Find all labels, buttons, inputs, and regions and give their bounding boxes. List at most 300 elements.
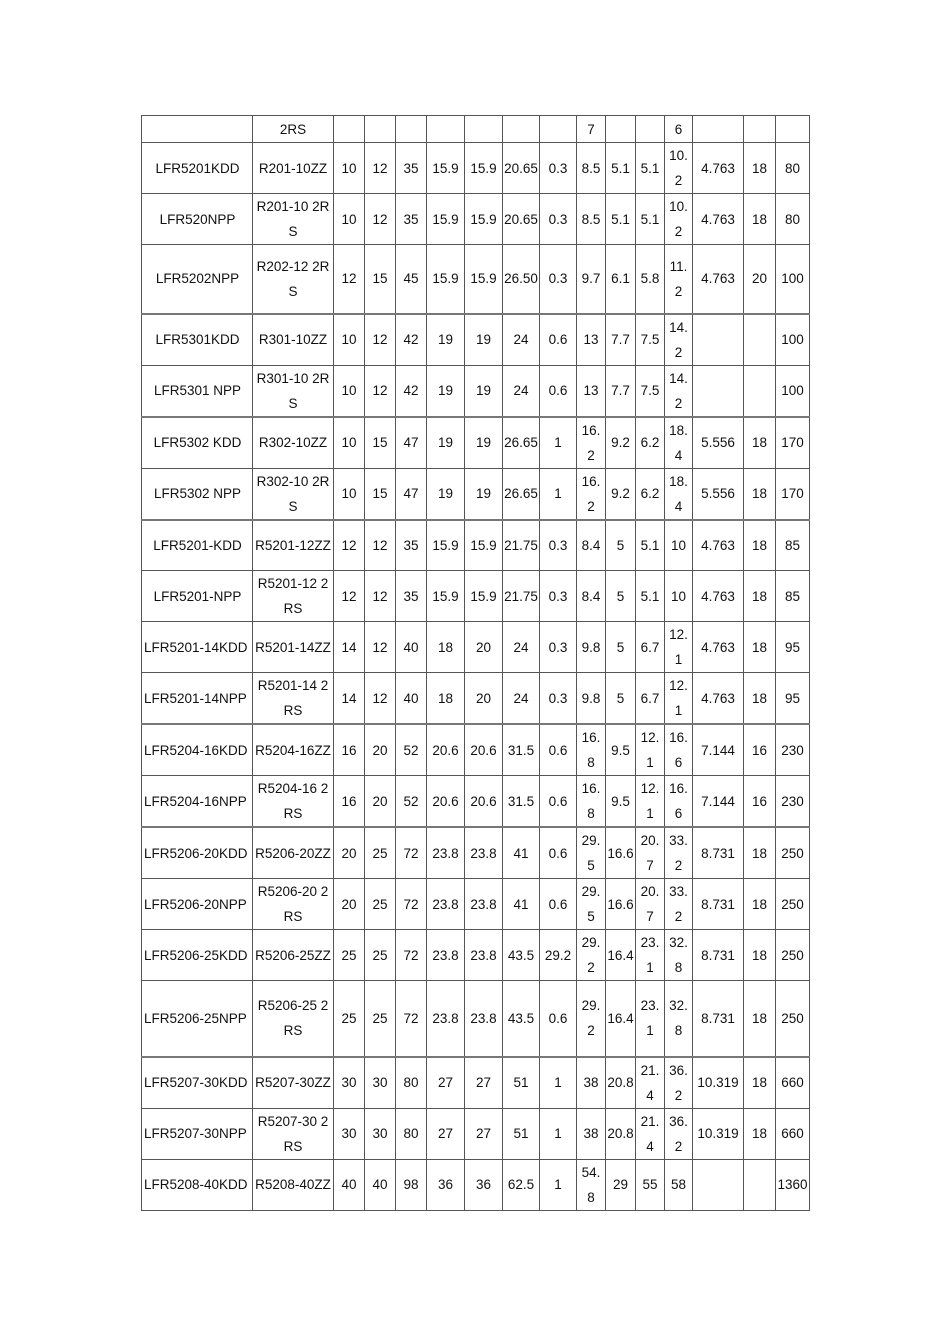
- part-number-cell: R5207-30ZZ: [253, 1057, 334, 1109]
- value-cell: 16.4: [606, 930, 636, 981]
- value-cell: 230: [776, 776, 810, 828]
- value-cell: 45: [396, 245, 427, 314]
- value-cell: 10: [334, 194, 365, 245]
- value-cell: 20: [465, 673, 503, 725]
- value-cell: 43.5: [503, 981, 540, 1057]
- value-cell: 19: [427, 314, 465, 366]
- part-number-cell: R5201-12 2RS: [253, 571, 334, 622]
- value-cell: 10: [665, 571, 693, 622]
- value-cell: 20: [465, 622, 503, 673]
- value-cell: 7.5: [636, 365, 665, 417]
- value-cell: 18: [427, 673, 465, 725]
- value-cell: 5.1: [606, 194, 636, 245]
- value-cell: [503, 116, 540, 143]
- value-cell: 18: [744, 520, 776, 571]
- value-cell: 21.75: [503, 520, 540, 571]
- value-cell: 18: [744, 194, 776, 245]
- value-cell: 1: [540, 468, 577, 520]
- value-cell: 12.1: [636, 776, 665, 828]
- value-cell: 18: [744, 622, 776, 673]
- value-cell: 0.3: [540, 520, 577, 571]
- table-row: [142, 1159, 810, 1210]
- value-cell: 0.6: [540, 879, 577, 930]
- value-cell: 16.6: [606, 879, 636, 930]
- value-cell: 40: [334, 1159, 365, 1210]
- value-cell: 16: [744, 776, 776, 828]
- value-cell: 8.731: [693, 827, 744, 879]
- value-cell: 9.2: [606, 417, 636, 469]
- value-cell: 31.5: [503, 724, 540, 776]
- value-cell: 10.319: [693, 1057, 744, 1109]
- value-cell: 18: [744, 468, 776, 520]
- value-cell: 41: [503, 879, 540, 930]
- value-cell: 16.8: [577, 776, 606, 828]
- value-cell: 16.6: [606, 827, 636, 879]
- value-cell: 12: [365, 571, 396, 622]
- value-cell: 9.2: [606, 468, 636, 520]
- value-cell: 7.144: [693, 724, 744, 776]
- value-cell: 29: [606, 1159, 636, 1210]
- value-cell: 1: [540, 1108, 577, 1159]
- value-cell: 12.1: [665, 673, 693, 725]
- value-cell: 29.5: [577, 827, 606, 879]
- value-cell: 9.5: [606, 724, 636, 776]
- value-cell: 0.6: [540, 776, 577, 828]
- value-cell: 100: [776, 365, 810, 417]
- value-cell: 15.9: [465, 571, 503, 622]
- value-cell: 23.8: [427, 827, 465, 879]
- value-cell: 27: [427, 1108, 465, 1159]
- value-cell: 10.2: [665, 143, 693, 194]
- value-cell: 6.2: [636, 468, 665, 520]
- value-cell: 20.6: [427, 776, 465, 828]
- part-number-cell: R5201-12ZZ: [253, 520, 334, 571]
- part-number-cell: R301-10ZZ: [253, 314, 334, 366]
- value-cell: 8.5: [577, 194, 606, 245]
- value-cell: 23.8: [465, 879, 503, 930]
- value-cell: 5: [606, 622, 636, 673]
- value-cell: 43.5: [503, 930, 540, 981]
- value-cell: 15: [365, 245, 396, 314]
- value-cell: 9.5: [606, 776, 636, 828]
- value-cell: 0.3: [540, 622, 577, 673]
- value-cell: 4.763: [693, 571, 744, 622]
- value-cell: 30: [365, 1057, 396, 1109]
- model-cell: LFR5206-25KDD: [142, 930, 253, 981]
- value-cell: 25: [365, 879, 396, 930]
- value-cell: 12: [334, 520, 365, 571]
- table-row: [142, 724, 810, 776]
- value-cell: 8.5: [577, 143, 606, 194]
- value-cell: 10.2: [665, 194, 693, 245]
- value-cell: 10: [334, 468, 365, 520]
- value-cell: 32.8: [665, 981, 693, 1057]
- value-cell: 16.2: [577, 417, 606, 469]
- value-cell: 18: [744, 571, 776, 622]
- value-cell: 10: [334, 365, 365, 417]
- value-cell: 36.2: [665, 1057, 693, 1109]
- value-cell: 12: [334, 571, 365, 622]
- value-cell: 20: [365, 776, 396, 828]
- part-number-cell: R5204-16ZZ: [253, 724, 334, 776]
- value-cell: 51: [503, 1108, 540, 1159]
- value-cell: 5.8: [636, 245, 665, 314]
- value-cell: 20.6: [427, 724, 465, 776]
- model-cell: LFR5201KDD: [142, 143, 253, 194]
- value-cell: 0.3: [540, 673, 577, 725]
- model-cell: LFR5201-14NPP: [142, 673, 253, 725]
- value-cell: 0.3: [540, 194, 577, 245]
- value-cell: 15.9: [427, 143, 465, 194]
- value-cell: 7.7: [606, 314, 636, 366]
- value-cell: 14.2: [665, 365, 693, 417]
- value-cell: 20.7: [636, 879, 665, 930]
- value-cell: 85: [776, 571, 810, 622]
- value-cell: 19: [427, 417, 465, 469]
- part-number-cell: 2RS: [253, 116, 334, 143]
- value-cell: 10.319: [693, 1108, 744, 1159]
- value-cell: 29.2: [577, 981, 606, 1057]
- value-cell: 0.6: [540, 365, 577, 417]
- value-cell: [365, 116, 396, 143]
- part-number-cell: R301-10 2RS: [253, 365, 334, 417]
- value-cell: 5.1: [606, 143, 636, 194]
- value-cell: 1360: [776, 1159, 810, 1210]
- value-cell: 230: [776, 724, 810, 776]
- value-cell: [776, 116, 810, 143]
- value-cell: 100: [776, 314, 810, 366]
- part-number-cell: R302-10ZZ: [253, 417, 334, 469]
- value-cell: [396, 116, 427, 143]
- table-row: [142, 245, 810, 314]
- value-cell: 8.731: [693, 930, 744, 981]
- part-number-cell: R5206-25 2RS: [253, 981, 334, 1057]
- value-cell: 5.1: [636, 143, 665, 194]
- value-cell: 30: [334, 1057, 365, 1109]
- value-cell: 4.763: [693, 520, 744, 571]
- value-cell: 47: [396, 417, 427, 469]
- value-cell: 4.763: [693, 245, 744, 314]
- value-cell: 19: [427, 365, 465, 417]
- value-cell: 16.6: [665, 724, 693, 776]
- value-cell: 29.5: [577, 879, 606, 930]
- value-cell: 40: [365, 1159, 396, 1210]
- value-cell: 15.9: [427, 520, 465, 571]
- value-cell: 7: [577, 116, 606, 143]
- model-cell: LFR5202NPP: [142, 245, 253, 314]
- value-cell: 25: [334, 930, 365, 981]
- model-cell: LFR5207-30NPP: [142, 1108, 253, 1159]
- value-cell: 23.1: [636, 981, 665, 1057]
- value-cell: 33.2: [665, 827, 693, 879]
- value-cell: 12: [365, 520, 396, 571]
- part-number-cell: R5208-40ZZ: [253, 1159, 334, 1210]
- value-cell: 5.556: [693, 417, 744, 469]
- value-cell: 0.3: [540, 571, 577, 622]
- table-row: [142, 468, 810, 520]
- table-row: [142, 827, 810, 879]
- value-cell: 23.8: [427, 879, 465, 930]
- value-cell: 24: [503, 673, 540, 725]
- model-cell: LFR5204-16NPP: [142, 776, 253, 828]
- model-cell: LFR520NPP: [142, 194, 253, 245]
- value-cell: 20.65: [503, 194, 540, 245]
- value-cell: 1: [540, 1057, 577, 1109]
- value-cell: 20: [334, 827, 365, 879]
- value-cell: 1: [540, 417, 577, 469]
- value-cell: 0.6: [540, 314, 577, 366]
- value-cell: [693, 365, 744, 417]
- model-cell: LFR5206-25NPP: [142, 981, 253, 1057]
- part-number-cell: R5206-20ZZ: [253, 827, 334, 879]
- table-row: [142, 571, 810, 622]
- value-cell: 5: [606, 520, 636, 571]
- value-cell: 26.50: [503, 245, 540, 314]
- model-cell: LFR5204-16KDD: [142, 724, 253, 776]
- value-cell: 250: [776, 879, 810, 930]
- value-cell: 72: [396, 879, 427, 930]
- value-cell: 18: [744, 1057, 776, 1109]
- value-cell: 80: [776, 143, 810, 194]
- value-cell: [427, 116, 465, 143]
- value-cell: 18.4: [665, 417, 693, 469]
- value-cell: 35: [396, 143, 427, 194]
- value-cell: [744, 365, 776, 417]
- value-cell: 9.8: [577, 673, 606, 725]
- value-cell: 6.7: [636, 622, 665, 673]
- value-cell: 100: [776, 245, 810, 314]
- table-row: [142, 776, 810, 828]
- part-number-cell: R201-10ZZ: [253, 143, 334, 194]
- value-cell: 15.9: [427, 571, 465, 622]
- value-cell: 19: [465, 468, 503, 520]
- table-row: [142, 417, 810, 469]
- value-cell: 15: [365, 417, 396, 469]
- value-cell: 20.65: [503, 143, 540, 194]
- table-row: [142, 143, 810, 194]
- value-cell: 10: [334, 314, 365, 366]
- table-row: [142, 1108, 810, 1159]
- value-cell: 21.75: [503, 571, 540, 622]
- value-cell: 4.763: [693, 143, 744, 194]
- value-cell: 12: [365, 673, 396, 725]
- value-cell: 250: [776, 981, 810, 1057]
- value-cell: 31.5: [503, 776, 540, 828]
- value-cell: 0.3: [540, 143, 577, 194]
- value-cell: 16.6: [665, 776, 693, 828]
- value-cell: [744, 1159, 776, 1210]
- part-number-cell: R5201-14ZZ: [253, 622, 334, 673]
- value-cell: 23.8: [427, 930, 465, 981]
- value-cell: 24: [503, 365, 540, 417]
- value-cell: 14.2: [665, 314, 693, 366]
- part-number-cell: R5207-30 2RS: [253, 1108, 334, 1159]
- model-cell: LFR5201-KDD: [142, 520, 253, 571]
- part-number-cell: R5206-25ZZ: [253, 930, 334, 981]
- value-cell: 0.6: [540, 981, 577, 1057]
- value-cell: 95: [776, 622, 810, 673]
- value-cell: 18: [427, 622, 465, 673]
- value-cell: 5: [606, 673, 636, 725]
- value-cell: 25: [365, 981, 396, 1057]
- value-cell: 10: [665, 520, 693, 571]
- value-cell: 15.9: [465, 143, 503, 194]
- value-cell: 16.8: [577, 724, 606, 776]
- value-cell: 18: [744, 1108, 776, 1159]
- value-cell: 23.1: [636, 930, 665, 981]
- value-cell: 20: [744, 245, 776, 314]
- value-cell: 0.6: [540, 827, 577, 879]
- value-cell: 35: [396, 571, 427, 622]
- value-cell: 14: [334, 673, 365, 725]
- model-cell: LFR5201-NPP: [142, 571, 253, 622]
- value-cell: 10: [334, 417, 365, 469]
- value-cell: 5.556: [693, 468, 744, 520]
- value-cell: 13: [577, 314, 606, 366]
- value-cell: 20.6: [465, 724, 503, 776]
- value-cell: 26.65: [503, 417, 540, 469]
- value-cell: [693, 116, 744, 143]
- value-cell: 35: [396, 194, 427, 245]
- value-cell: 0.3: [540, 245, 577, 314]
- value-cell: 42: [396, 314, 427, 366]
- part-number-cell: R302-10 2RS: [253, 468, 334, 520]
- value-cell: 20.8: [606, 1057, 636, 1109]
- value-cell: 23.8: [465, 930, 503, 981]
- value-cell: 80: [396, 1057, 427, 1109]
- value-cell: 25: [365, 930, 396, 981]
- value-cell: 15.9: [427, 194, 465, 245]
- model-cell: LFR5301KDD: [142, 314, 253, 366]
- value-cell: 40: [396, 673, 427, 725]
- value-cell: 23.8: [427, 981, 465, 1057]
- value-cell: 42: [396, 365, 427, 417]
- value-cell: 27: [465, 1057, 503, 1109]
- value-cell: 18: [744, 930, 776, 981]
- value-cell: 4.763: [693, 194, 744, 245]
- value-cell: 26.65: [503, 468, 540, 520]
- value-cell: 95: [776, 673, 810, 725]
- value-cell: 6.7: [636, 673, 665, 725]
- value-cell: 19: [465, 365, 503, 417]
- value-cell: 8.731: [693, 879, 744, 930]
- value-cell: 35: [396, 520, 427, 571]
- model-cell: LFR5206-20NPP: [142, 879, 253, 930]
- part-number-cell: R201-10 2RS: [253, 194, 334, 245]
- value-cell: 27: [465, 1108, 503, 1159]
- value-cell: [606, 116, 636, 143]
- value-cell: 36: [427, 1159, 465, 1210]
- part-number-cell: R5204-16 2RS: [253, 776, 334, 828]
- model-cell: LFR5208-40KDD: [142, 1159, 253, 1210]
- value-cell: 23.8: [465, 827, 503, 879]
- value-cell: 18.4: [665, 468, 693, 520]
- value-cell: 660: [776, 1057, 810, 1109]
- value-cell: 36.2: [665, 1108, 693, 1159]
- value-cell: 16: [334, 776, 365, 828]
- value-cell: 40: [396, 622, 427, 673]
- value-cell: 24: [503, 314, 540, 366]
- value-cell: 52: [396, 724, 427, 776]
- model-cell: LFR5201-14KDD: [142, 622, 253, 673]
- value-cell: 12: [365, 194, 396, 245]
- table-row: [142, 520, 810, 571]
- value-cell: 29.2: [540, 930, 577, 981]
- value-cell: 16: [744, 724, 776, 776]
- value-cell: [334, 116, 365, 143]
- value-cell: 23.8: [465, 981, 503, 1057]
- table-row: [142, 622, 810, 673]
- value-cell: 15.9: [465, 194, 503, 245]
- table-row: [142, 194, 810, 245]
- value-cell: 85: [776, 520, 810, 571]
- value-cell: 55: [636, 1159, 665, 1210]
- value-cell: 4.763: [693, 673, 744, 725]
- value-cell: 18: [744, 673, 776, 725]
- value-cell: 38: [577, 1057, 606, 1109]
- table-row: [142, 673, 810, 725]
- value-cell: 58: [665, 1159, 693, 1210]
- value-cell: 20.7: [636, 827, 665, 879]
- value-cell: 14: [334, 622, 365, 673]
- value-cell: 20.8: [606, 1108, 636, 1159]
- value-cell: [744, 116, 776, 143]
- model-cell: LFR5206-20KDD: [142, 827, 253, 879]
- value-cell: 8.4: [577, 520, 606, 571]
- value-cell: 18: [744, 879, 776, 930]
- value-cell: 7.144: [693, 776, 744, 828]
- value-cell: 21.4: [636, 1057, 665, 1109]
- value-cell: 54.8: [577, 1159, 606, 1210]
- value-cell: 18: [744, 143, 776, 194]
- table-row: [142, 116, 810, 143]
- value-cell: 72: [396, 827, 427, 879]
- value-cell: 5: [606, 571, 636, 622]
- model-cell: [142, 116, 253, 143]
- value-cell: 15.9: [465, 520, 503, 571]
- value-cell: 12.1: [665, 622, 693, 673]
- value-cell: 9.7: [577, 245, 606, 314]
- value-cell: 20: [334, 879, 365, 930]
- value-cell: 15: [365, 468, 396, 520]
- value-cell: 12: [365, 365, 396, 417]
- value-cell: 30: [365, 1108, 396, 1159]
- value-cell: 250: [776, 930, 810, 981]
- value-cell: 11.2: [665, 245, 693, 314]
- value-cell: 660: [776, 1108, 810, 1159]
- value-cell: 38: [577, 1108, 606, 1159]
- value-cell: 18: [744, 417, 776, 469]
- model-cell: LFR5302 KDD: [142, 417, 253, 469]
- part-number-cell: R5201-14 2RS: [253, 673, 334, 725]
- value-cell: 80: [396, 1108, 427, 1159]
- value-cell: 15.9: [427, 245, 465, 314]
- value-cell: 6.2: [636, 417, 665, 469]
- value-cell: 36: [465, 1159, 503, 1210]
- model-cell: LFR5302 NPP: [142, 468, 253, 520]
- model-cell: LFR5301 NPP: [142, 365, 253, 417]
- value-cell: 72: [396, 930, 427, 981]
- value-cell: 15.9: [465, 245, 503, 314]
- value-cell: 16.4: [606, 981, 636, 1057]
- value-cell: 10: [334, 143, 365, 194]
- value-cell: 8.4: [577, 571, 606, 622]
- table-row: [142, 365, 810, 417]
- value-cell: 18: [744, 981, 776, 1057]
- value-cell: 12: [365, 143, 396, 194]
- value-cell: 5.1: [636, 520, 665, 571]
- table-row: [142, 1057, 810, 1109]
